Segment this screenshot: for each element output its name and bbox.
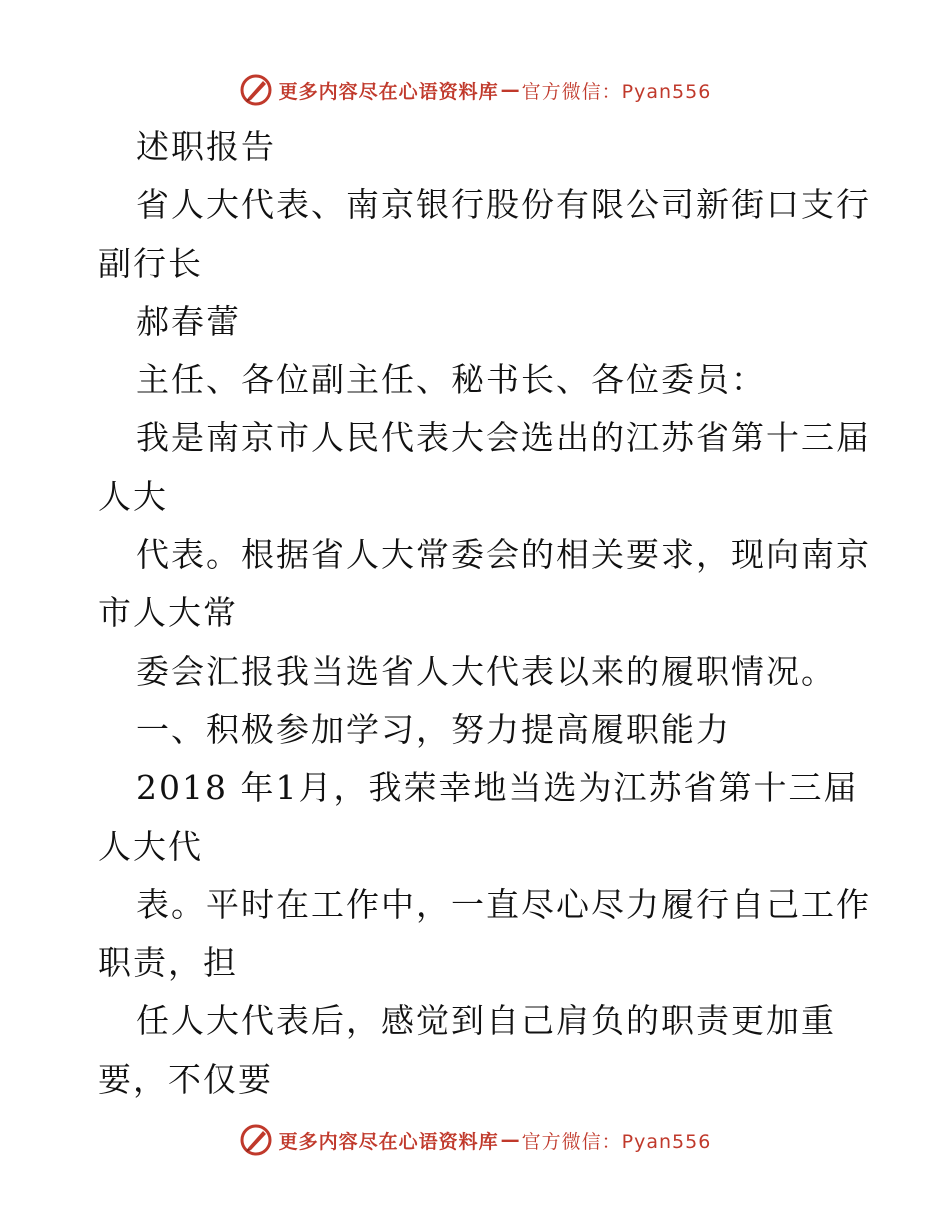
document-line: 一、积极参加学习，努力提高履职能力 xyxy=(136,709,731,749)
document-line: 代表。根据省人大常委会的相关要求，现向南京 xyxy=(136,535,871,575)
document-line: 2018 年1月，我荣幸地当选为江苏省第十三届 xyxy=(136,768,859,808)
header-watermark-banner xyxy=(0,70,950,110)
banner-dash: — xyxy=(500,79,520,101)
document-line: 人大 xyxy=(98,476,168,516)
banner-dash: — xyxy=(500,1129,520,1151)
banner-text: 更多内容尽在心语资料库 xyxy=(278,80,499,103)
banner-wechat: 官方微信：Pyan556 xyxy=(521,80,712,103)
banner-text: 更多内容尽在心语资料库 xyxy=(278,1130,499,1153)
document-line: 主任、各位副主任、秘书长、各位委员： xyxy=(136,360,766,400)
footer-watermark-banner xyxy=(0,1120,950,1160)
document-line: 郝春蕾 xyxy=(136,301,241,341)
pen-circle-logo-icon xyxy=(239,73,273,107)
document-line: 委会汇报我当选省人大代表以来的履职情况。 xyxy=(136,651,836,691)
document-line: 人大代 xyxy=(98,826,203,866)
document-body xyxy=(98,118,871,1109)
banner-wechat: 官方微信：Pyan556 xyxy=(521,1130,712,1153)
document-line: 要，不仅要 xyxy=(98,1059,273,1099)
document-line: 任人大代表后，感觉到自己肩负的职责更加重 xyxy=(136,1001,836,1041)
pen-circle-logo-icon xyxy=(239,1123,273,1157)
document-line: 述职报告 xyxy=(136,127,276,166)
document-line: 表。平时在工作中，一直尽心尽力履行自己工作 xyxy=(136,884,871,924)
document-line: 职责，担 xyxy=(98,943,238,983)
document-line: 我是南京市人民代表大会选出的江苏省第十三届 xyxy=(136,418,871,458)
document-line: 副行长 xyxy=(98,243,203,283)
document-line: 市人大常 xyxy=(98,593,238,633)
document-line: 省人大代表、南京银行股份有限公司新街口支行 xyxy=(136,185,871,225)
